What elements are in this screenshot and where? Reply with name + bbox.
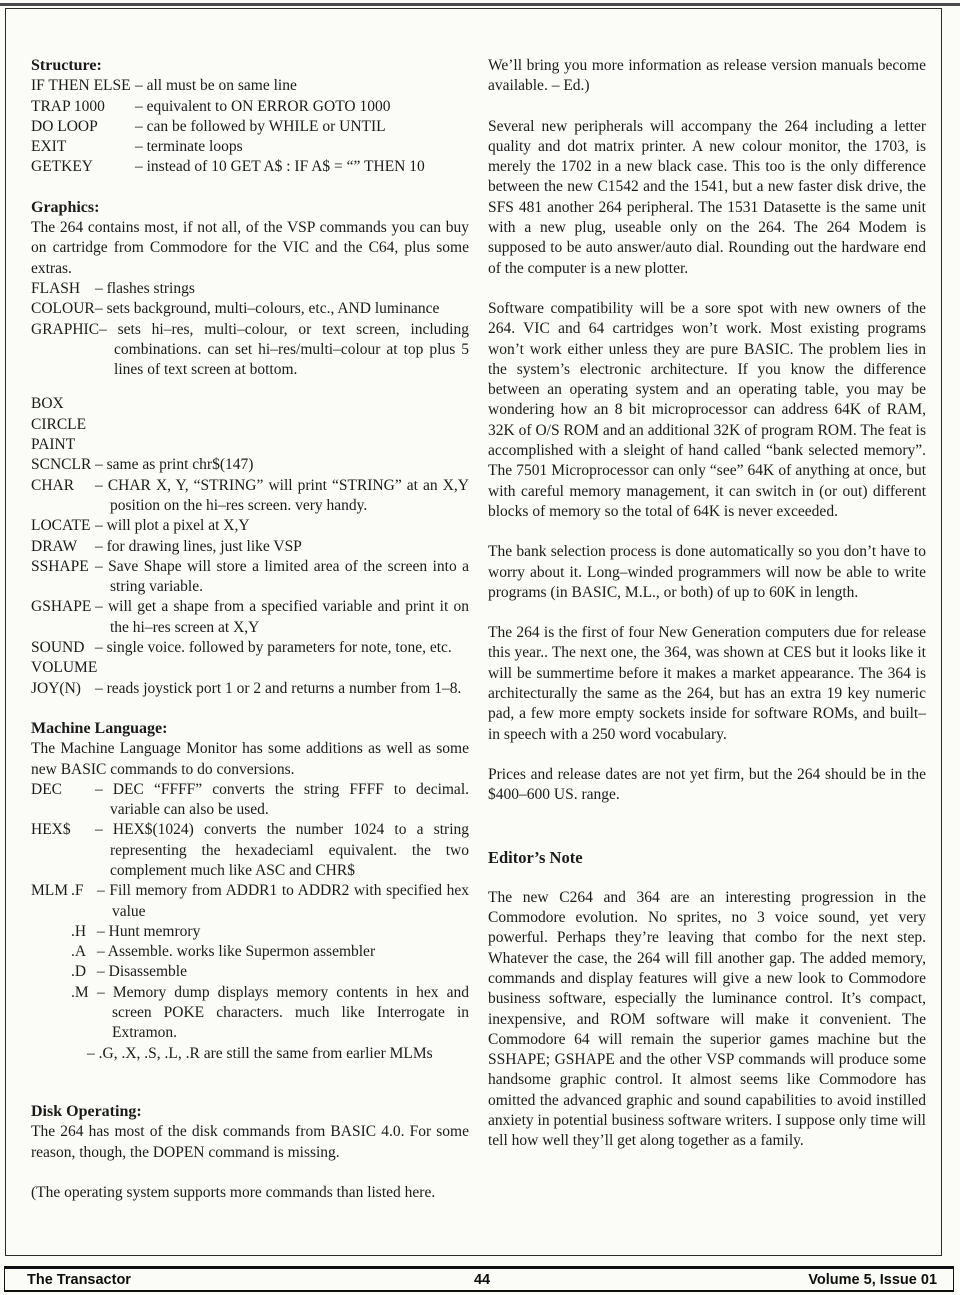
list-item bbox=[31, 299, 469, 319]
command-definition: – all must be on same line bbox=[135, 77, 297, 95]
command-term: FLASH bbox=[31, 279, 81, 297]
article-paragraph: We’ll bring you more information as release version manuals become available. – Ed.) bbox=[488, 57, 926, 95]
command-definition: – equivalent to ON ERROR GOTO 1000 bbox=[135, 97, 391, 115]
command-term: CIRCLE bbox=[31, 415, 87, 433]
command-term: VOLUME bbox=[31, 659, 98, 677]
command-term: MLM bbox=[31, 882, 69, 900]
command-term: SCNCLR bbox=[31, 456, 92, 474]
command-term: CHAR bbox=[31, 476, 75, 494]
list-item bbox=[31, 76, 469, 96]
graphics-intro: The 264 contains most, if not all, of the VSP commands you can buy on cartridge from Commodore for the VIC and the C64, plus some extras. bbox=[31, 219, 469, 277]
list-item bbox=[71, 942, 469, 962]
command-definition: – for drawing lines, just like VSP bbox=[95, 537, 302, 555]
heading-graphics: Graphics: bbox=[31, 198, 100, 216]
list-item bbox=[31, 435, 469, 455]
graphics-command-list bbox=[31, 279, 469, 380]
command-term: BOX bbox=[31, 395, 64, 413]
list-item bbox=[31, 780, 469, 821]
command-definition: – same as print chr$(147) bbox=[95, 456, 254, 474]
list-item bbox=[31, 881, 469, 922]
command-term: DRAW bbox=[31, 537, 78, 555]
command-definition: – Fill memory from ADDR1 to ADDR2 with specified hex value bbox=[97, 882, 469, 920]
list-item bbox=[31, 557, 469, 598]
command-term: GSHAPE bbox=[31, 598, 92, 616]
heading-machine-language: Machine Language: bbox=[31, 719, 168, 737]
command-term: LOCATE bbox=[31, 517, 91, 535]
magazine-page bbox=[5, 8, 942, 1256]
editors-note-paragraph: The new C264 and 364 are an interesting progression in the Commodore evolution. No sprites, no 3 voice sound, yet very powerful. Perhaps they’re leaving that combo for the next step. Whatever the case, the 264 will fill another gap. The added memory, commands and display features will give a new look to Commodore business software, especially the luminance control. It’s compact, inexpensive, and ROM software will make it convenient. The Commodore 64 will remain the superior games machine but the SSHAPE; GSHAPE and the other VSP commands will produce some handsome graphic control. It almost seems like Commodore has omitted the advanced graphic and sound capabilities to avoid instilled anxiety in potential business software writers. I suppose only time will tell how well they’ll get along together as a family. bbox=[488, 888, 926, 1150]
mlm-subcommand: .H bbox=[71, 922, 87, 940]
command-definition: – reads joystick port 1 or 2 and returns a number from 1–8. bbox=[95, 679, 462, 697]
command-definition: – terminate loops bbox=[135, 138, 243, 156]
list-item bbox=[31, 597, 469, 638]
command-definition: – CHAR X, Y, “STRING” will print “STRING” at an X,Y position on the hi–res screen. very handy. bbox=[95, 476, 469, 514]
command-definition: – instead of 10 GET A$ : IF A$ = “” THEN 10 bbox=[135, 158, 425, 176]
two-column-layout bbox=[6, 9, 941, 1203]
list-item bbox=[31, 516, 469, 536]
command-definition: – Disassemble bbox=[97, 963, 187, 981]
list-item bbox=[31, 415, 469, 435]
command-definition: – single voice. followed by parameters for note, tone, etc. bbox=[95, 639, 452, 657]
command-term: GETKEY bbox=[31, 158, 93, 176]
list-item bbox=[71, 983, 469, 1044]
heading-editors-note: Editor’s Note bbox=[488, 847, 583, 867]
article-paragraph: Software compatibility will be a sore spot with new owners of the 264. VIC and 64 cartridges won’t work. Most existing programs won’t work either unless they are pure BASIC. The problem lies in the system’s electronic architecture. If you know the difference between an operating system and an operating table, you may be wondering how an 8 bit microprocessor can address 64K of RAM, 32K of O/S ROM and an additional 32K of program ROM. The feat is accomplished with a sleight of hand called “bank selected memory”. The 7501 Microprocessor can only “see” 64K of anything at once, but with careful memory management, it can switch in (or out) different blocks of memory so the total of 64K is never exceeded. bbox=[488, 299, 926, 520]
list-item bbox=[31, 638, 469, 658]
article-paragraph: Prices and release dates are not yet firm, but the 264 should be in the $400–600 US. range. bbox=[488, 765, 926, 804]
command-term: TRAP 1000 bbox=[31, 97, 105, 115]
command-definition: – Assemble. works like Supermon assembler bbox=[97, 943, 376, 961]
command-definition: – will get a shape from a specified variable and print it on the hi–res screen at X,Y bbox=[95, 598, 469, 636]
command-definition: – DEC “FFFF” converts the string FFFF to decimal. variable can also be used. bbox=[95, 780, 469, 819]
command-term: SOUND bbox=[31, 639, 85, 657]
list-item bbox=[31, 320, 469, 381]
command-definition: – Save Shape will store a limited area of the screen into a string variable. bbox=[95, 557, 469, 596]
article-paragraph: The bank selection process is done automatically so you don’t have to worry about it. Long–winded programmers will now be able to write programs (in BASIC, M.L., or both) of up to 60K in length. bbox=[488, 543, 926, 601]
heading-structure: Structure: bbox=[31, 57, 102, 74]
machine-language-command-list bbox=[31, 780, 469, 1064]
command-definition: – flashes strings bbox=[95, 279, 195, 297]
command-definition: – Memory dump displays memory contents in hex and screen POKE characters. much like Interrogate in Extramon. bbox=[97, 983, 469, 1042]
list-item bbox=[31, 157, 469, 177]
right-column bbox=[488, 56, 926, 1203]
list-item bbox=[31, 679, 469, 699]
machine-language-intro: The Machine Language Monitor has some additions as well as some new BASIC commands to do conversions. bbox=[31, 740, 469, 778]
list-item bbox=[31, 97, 469, 117]
list-item bbox=[31, 279, 469, 299]
command-term: DEC bbox=[31, 780, 62, 798]
mlm-subcommand: .F bbox=[71, 882, 84, 900]
list-item bbox=[71, 962, 469, 982]
list-item bbox=[31, 537, 469, 557]
article-paragraph: The 264 is the first of four New Generation computers due for release this year.. The next one, the 364, was shown at CES but it looks like it will be summertime before it makes a market appearance. The 364 is architecturally the same as the 264, but has an extra 19 key numeric pad, a few more empty sockets inside for software ROMs, and built–in speech with a 250 word vocabulary. bbox=[488, 624, 926, 743]
footer-page-number: 44 bbox=[473, 1271, 491, 1288]
list-item bbox=[31, 394, 469, 414]
command-definition: – HEX$(1024) converts the number 1024 to a string representing the hexadeciaml equivalent. the two complement much like ASC and CHR$ bbox=[95, 821, 469, 879]
list-item bbox=[31, 658, 469, 678]
graphics-command-list-2 bbox=[31, 394, 469, 698]
command-definition: – .G, .X, .S, .L, .R are still the same from earlier MLMs bbox=[87, 1044, 433, 1062]
page-top-rule bbox=[0, 3, 960, 6]
command-term: PAINT bbox=[31, 436, 76, 454]
list-item bbox=[87, 1044, 469, 1064]
article-paragraph: Several new peripherals will accompany the 264 including a letter quality and dot matrix printer. A new colour monitor, the 1703, is merely the 1702 in a new black case. This too is the only difference between the new C1542 and the 1541, but a new faster disk drive, the SFS 481 another 264 peripheral. The 1531 Datasette is the same unit with a new plug, useable only on the 264. The 264 Modem is supposed to be auto answer/auto dial. Rounding out the hardware end of the computer is a new plotter. bbox=[488, 117, 926, 277]
list-item bbox=[31, 117, 469, 137]
list-item bbox=[31, 476, 469, 517]
command-term: GRAPHIC bbox=[31, 320, 100, 338]
mlm-subcommand: .A bbox=[71, 943, 87, 961]
command-term: IF THEN ELSE bbox=[31, 77, 131, 95]
footer-issue: Volume 5, Issue 01 bbox=[808, 1271, 938, 1288]
command-term: COLOUR bbox=[31, 300, 95, 318]
command-definition: – will plot a pixel at X,Y bbox=[95, 517, 250, 535]
left-column bbox=[31, 56, 469, 1203]
list-item bbox=[31, 455, 469, 475]
command-definition: – Hunt memrory bbox=[97, 922, 201, 940]
heading-disk-operating: Disk Operating: bbox=[31, 1102, 142, 1120]
command-term: HEX$ bbox=[31, 821, 71, 839]
command-definition: – can be followed by WHILE or UNTIL bbox=[135, 117, 386, 135]
command-definition: – sets hi–res, multi–colour, or text screen, including combinations. can set hi–res/multi–colour at top plus 5 lines of text screen at bottom. bbox=[99, 320, 469, 379]
footer-journal-name: The Transactor bbox=[27, 1271, 131, 1288]
disk-paragraph: (The operating system supports more commands than listed here. bbox=[31, 1183, 436, 1201]
list-item bbox=[31, 820, 469, 881]
command-term: DO LOOP bbox=[31, 117, 98, 135]
command-definition: – sets background, multi–colours, etc., AND luminance bbox=[95, 300, 440, 318]
command-term: JOY(N) bbox=[31, 679, 81, 697]
list-item bbox=[31, 137, 469, 157]
command-term: EXIT bbox=[31, 138, 67, 156]
list-item bbox=[71, 922, 469, 942]
structure-command-list bbox=[31, 76, 469, 177]
command-term: SSHAPE bbox=[31, 557, 89, 575]
disk-paragraph: The 264 has most of the disk commands from BASIC 4.0. For some reason, though, the DOPEN command is missing. bbox=[31, 1123, 469, 1161]
mlm-subcommand: .D bbox=[71, 963, 87, 981]
page-footer bbox=[4, 1266, 954, 1292]
mlm-subcommand: .M bbox=[71, 983, 89, 1001]
